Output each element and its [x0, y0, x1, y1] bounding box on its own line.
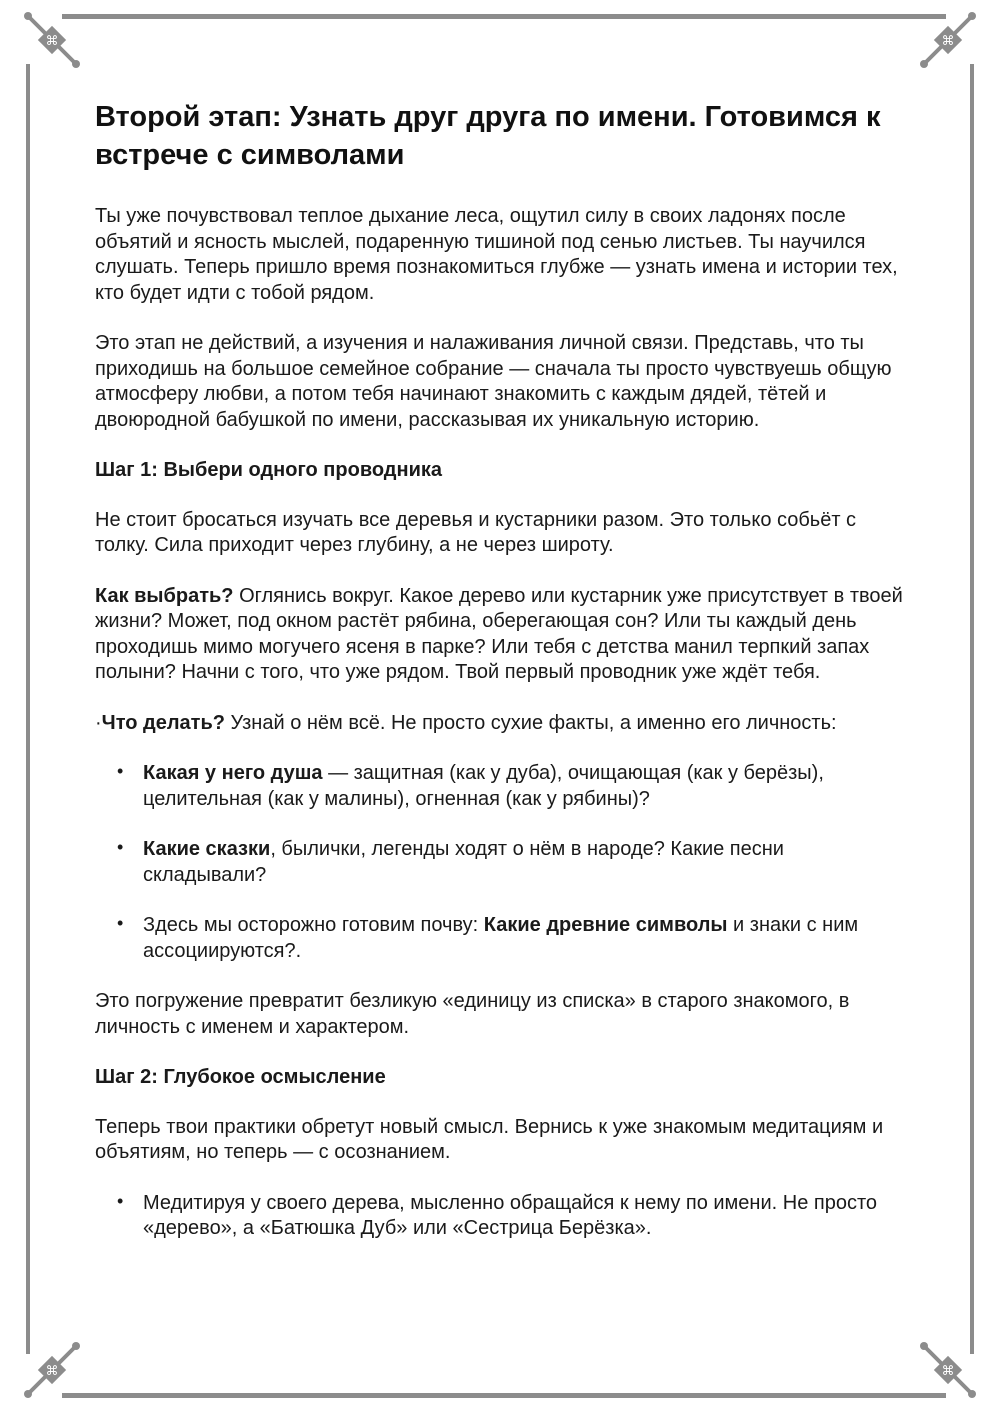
corner-ornament-icon [22, 10, 82, 70]
step2-bullet-list [95, 1191, 910, 1242]
svg-text:⌘: ⌘ [941, 1364, 955, 1379]
step2-paragraph: Теперь твои практики обретут новый смысл. Вернись к уже знакомым медитациям и объятиям, но теперь — с осознанием. [95, 1115, 884, 1163]
bullet-text: — защитная (как у дуба), очищающая (как у берёзы), целительная (как у малины), огненная (как у рябины)? [143, 762, 824, 810]
what-to-do-label: Что делать? [101, 711, 225, 734]
how-to-choose-label: Как выбрать? [95, 584, 234, 607]
frame-left-border [26, 64, 30, 1354]
how-to-choose-text: Оглянись вокруг. Какое дерево или кустарник уже присутствует в твоей жизни? Может, под окном растёт рябина, оберегающая сон? Или ты каждый день проходишь мимо могучего ясеня в парке? Или тебя с детства манил терпкий запах полыни? Начни с того, что уже рядом. Твой первый проводник уже ждёт тебя. [95, 584, 903, 683]
intro-paragraph-1: Ты уже почувствовал теплое дыхание леса, ощутил силу в своих ладонях после объятий и ясность мыслей, подаренную тишиной под сенью листьев. Ты научился слушать. Теперь пришло время познакомиться глубже — узнать имена и истории тех, кто будет идти с тобой рядом. [95, 205, 898, 304]
step1-heading: Шаг 1: Выбери одного проводника [95, 459, 443, 481]
svg-text:⌘: ⌘ [941, 34, 955, 49]
bullet-bold: Какие древние символы [483, 914, 728, 936]
frame-bottom-border [62, 1393, 946, 1398]
how-to-choose-paragraph [95, 584, 910, 686]
what-to-do-text: Узнай о нём всё. Не просто сухие факты, а именно его личность: [224, 711, 837, 734]
bullet-bold: Какие сказки [143, 838, 271, 860]
bullet-text: , былички, легенды ходят о нём в народе? Какие песни складывали? [143, 838, 784, 886]
svg-text:⌘: ⌘ [45, 34, 59, 49]
frame-right-border [970, 64, 974, 1354]
step1-bullet-list [95, 761, 910, 964]
document-body [95, 98, 910, 1267]
list-item [95, 913, 910, 964]
bullet-pre: Здесь мы осторожно готовим почву: [143, 914, 484, 936]
frame-top-border [62, 14, 946, 19]
corner-ornament-icon [918, 10, 978, 70]
bullet-text: и знаки с ним ассоциируются?. [143, 914, 859, 962]
page-title: Второй этап: Узнать друг друга по имени. Готовимся к встрече с символами [95, 101, 881, 171]
list-item [95, 761, 910, 812]
intro-paragraph-2: Это этап не действий, а изучения и налаживания личной связи. Представь, что ты приходишь на большое семейное собрание — сначала ты просто чувствуешь общую атмосферу любви, а потом тебя начинают знакомить с каждым дядей, тётей и двоюродной бабушкой по имени, рассказывая их уникальную историю. [95, 332, 892, 431]
corner-ornament-icon [918, 1340, 978, 1400]
list-item [95, 837, 910, 888]
bullet-bold: Какая у него душа [143, 762, 323, 784]
corner-ornament-icon [22, 1340, 82, 1400]
step2-heading: Шаг 2: Глубокое осмысление [95, 1066, 386, 1088]
svg-text:⌘: ⌘ [45, 1364, 59, 1379]
what-to-do-paragraph [95, 711, 910, 737]
list-item: • Медитируя у своего дерева, мысленно обращайся к нему по имени. Не просто «дерево», а «Батюшка Дуб» или «Сестрица Берёзка». [95, 1191, 910, 1242]
what-to-do-prefix: · [95, 711, 102, 734]
step1-paragraph: Не стоит бросаться изучать все деревья и кустарники разом. Это только собьёт с толку. Сила приходит через глубину, а не через широту. [95, 508, 857, 556]
step1-outro: Это погружение превратит безликую «единицу из списка» в старого знакомого, в личность с именем и характером. [95, 990, 850, 1038]
